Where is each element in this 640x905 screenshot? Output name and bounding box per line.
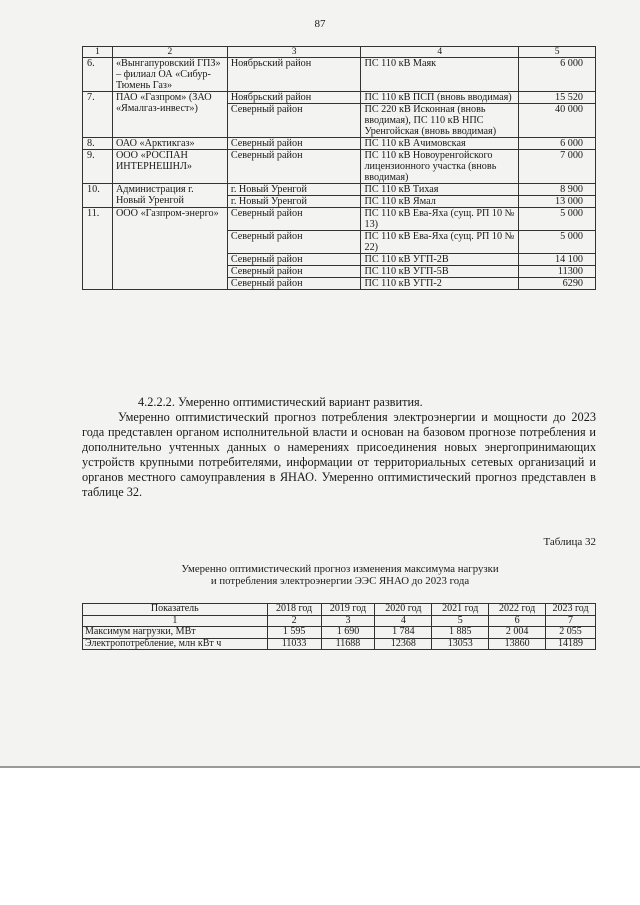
index-cell: 6 <box>489 615 546 627</box>
area-cell: Северный район <box>227 231 361 254</box>
object-cell: ПС 110 кВ Новоуренгойского лицензионного участка (вновь вводимая) <box>361 150 519 184</box>
year-header: 2023 год <box>546 604 596 616</box>
table-label: Таблица 32 <box>543 536 596 548</box>
index-cell: 5 <box>432 615 489 627</box>
power-cell: 14 100 <box>519 254 596 266</box>
value-cell: 1 784 <box>375 627 432 639</box>
organization-cell: ПАО «Газпром» (ЗАО «Ямалгаз-инвест») <box>112 92 227 138</box>
power-cell: 6 000 <box>519 58 596 92</box>
row-number: 6. <box>83 58 113 92</box>
year-header: 2018 год <box>267 604 321 616</box>
section-heading: 4.2.2.2. Умеренно оптимистический вариант развития. <box>138 395 423 409</box>
power-cell: 8 900 <box>519 184 596 196</box>
value-cell: 2 004 <box>489 627 546 639</box>
power-cell: 40 000 <box>519 104 596 138</box>
power-cell: 11300 <box>519 266 596 278</box>
value-cell: 13053 <box>432 638 489 650</box>
year-header: 2019 год <box>321 604 375 616</box>
value-cell: 2 055 <box>546 627 596 639</box>
area-cell: Северный район <box>227 266 361 278</box>
table-row <box>83 138 596 150</box>
index-cell: 1 <box>83 615 268 627</box>
object-cell: ПС 110 кВ Маяк <box>361 58 519 92</box>
organization-cell: «Вынгапуровский ГПЗ» – филиал ОА «Сибур-Тюмень Газ» <box>112 58 227 92</box>
column-header: 1 <box>83 47 113 58</box>
value-cell: 11688 <box>321 638 375 650</box>
index-row <box>83 615 596 627</box>
column-header: 3 <box>227 47 361 58</box>
row-number: 9. <box>83 150 113 184</box>
area-cell: Ноябрьский район <box>227 92 361 104</box>
area-cell: г. Новый Уренгой <box>227 196 361 208</box>
area-cell: Северный район <box>227 254 361 266</box>
object-cell: ПС 110 кВ УГП-5В <box>361 266 519 278</box>
page-edge <box>0 766 640 768</box>
table-row <box>83 92 596 104</box>
row-number: 10. <box>83 184 113 208</box>
object-cell: ПС 220 кВ Исконная (вновь вводимая), ПС 110 кВ НПС Уренгойская (вновь вводимая) <box>361 104 519 138</box>
power-cell: 13 000 <box>519 196 596 208</box>
organization-cell: ООО «РОСПАН ИНТЕРНЕШНЛ» <box>112 150 227 184</box>
table-row <box>83 627 596 639</box>
index-cell: 7 <box>546 615 596 627</box>
table-row <box>83 208 596 231</box>
table-header-row <box>83 47 596 58</box>
power-cell: 6 000 <box>519 138 596 150</box>
index-cell: 2 <box>267 615 321 627</box>
value-cell: 12368 <box>375 638 432 650</box>
object-cell: ПС 110 кВ ПСП (вновь вводимая) <box>361 92 519 104</box>
area-cell: Северный район <box>227 138 361 150</box>
table-row <box>83 58 596 92</box>
object-cell: ПС 110 кВ Ева-Яха (сущ. РП 10 № 13) <box>361 208 519 231</box>
column-header: 5 <box>519 47 596 58</box>
page-number: 87 <box>314 18 326 30</box>
area-cell: г. Новый Уренгой <box>227 184 361 196</box>
table-row <box>83 638 596 650</box>
organization-cell: Администрация г. Новый Уренгой <box>112 184 227 208</box>
indicator-label: Электропотребление, млн кВт ч <box>83 638 268 650</box>
power-cell: 5 000 <box>519 208 596 231</box>
power-cell: 7 000 <box>519 150 596 184</box>
object-cell: ПС 110 кВ Тихая <box>361 184 519 196</box>
object-cell: ПС 110 кВ Ева-Яха (сущ. РП 10 № 22) <box>361 231 519 254</box>
object-cell: ПС 110 кВ УГП-2В <box>361 254 519 266</box>
index-cell: 3 <box>321 615 375 627</box>
object-cell: ПС 110 кВ Ямал <box>361 196 519 208</box>
row-number: 11. <box>83 208 113 290</box>
year-header: 2022 год <box>489 604 546 616</box>
indicator-header: Показатель <box>83 604 268 616</box>
row-number: 8. <box>83 138 113 150</box>
value-cell: 14189 <box>546 638 596 650</box>
row-number: 7. <box>83 92 113 138</box>
value-cell: 11033 <box>267 638 321 650</box>
area-cell: Северный район <box>227 278 361 290</box>
organization-cell: ООО «Газпром-энерго» <box>112 208 227 290</box>
table-row <box>83 184 596 196</box>
organization-cell: ОАО «Арктикгаз» <box>112 138 227 150</box>
power-cell: 15 520 <box>519 92 596 104</box>
table-caption-line1: Умеренно оптимистический прогноз изменения максимума нагрузки <box>181 563 499 575</box>
power-cell: 5 000 <box>519 231 596 254</box>
table-row <box>83 150 596 184</box>
power-cell: 6290 <box>519 278 596 290</box>
value-cell: 1 885 <box>432 627 489 639</box>
column-header: 2 <box>112 47 227 58</box>
area-cell: Северный район <box>227 150 361 184</box>
index-cell: 4 <box>375 615 432 627</box>
value-cell: 1 595 <box>267 627 321 639</box>
value-cell: 13860 <box>489 638 546 650</box>
object-cell: ПС 110 кВ Ачимовская <box>361 138 519 150</box>
year-header: 2020 год <box>375 604 432 616</box>
area-cell: Ноябрьский район <box>227 58 361 92</box>
area-cell: Северный район <box>227 104 361 138</box>
indicator-label: Максимум нагрузки, МВт <box>83 627 268 639</box>
body-paragraph: Умеренно оптимистический прогноз потребления электроэнергии и мощности до 2023 года представлен органом исполнительной власти и основан на базовом прогнозе потребления и дополнительно учтенных данных о намерениях присоединения новых энергопринимающих устройств крупными потребителями, информации от территориальных сетевых организаций и органов местного самоуправления в ЯНАО. Умеренно оптимистический прогноз представлен в таблице 32. <box>82 410 596 499</box>
year-header: 2021 год <box>432 604 489 616</box>
table-caption-line2: и потребления электроэнергии ЭЭС ЯНАО до 2023 года <box>210 575 470 587</box>
area-cell: Северный район <box>227 208 361 231</box>
object-cell: ПС 110 кВ УГП-2 <box>361 278 519 290</box>
table-header-row <box>83 604 596 616</box>
value-cell: 1 690 <box>321 627 375 639</box>
column-header: 4 <box>361 47 519 58</box>
forecast-table <box>82 603 596 650</box>
consumers-table <box>82 46 596 290</box>
